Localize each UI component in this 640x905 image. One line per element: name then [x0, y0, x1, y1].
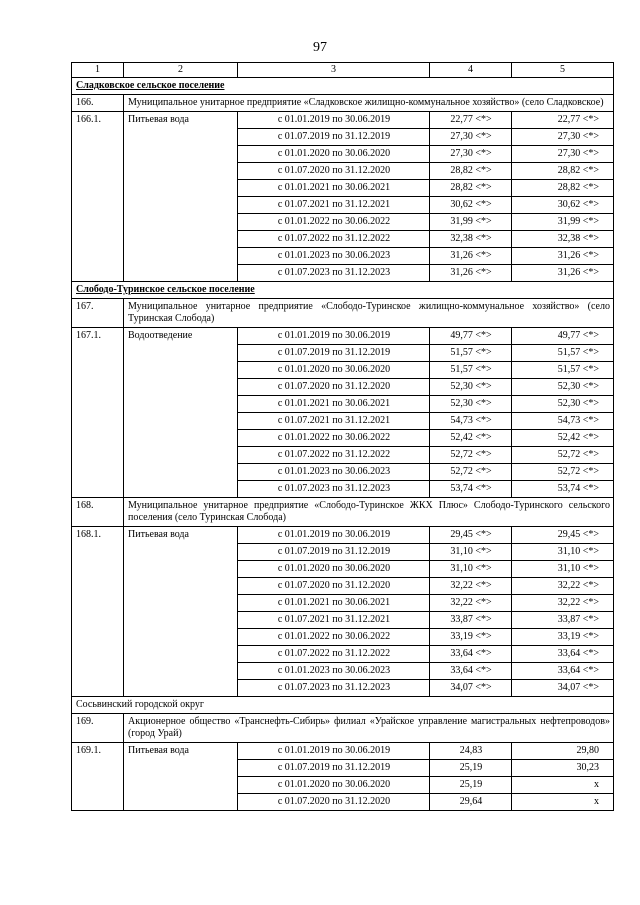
service-name: Питьевая вода: [124, 527, 238, 544]
section-title: Сосьвинский городской округ: [72, 697, 614, 714]
period-cell: с 01.01.2019 по 30.06.2019: [238, 328, 430, 345]
period-cell: с 01.01.2019 по 30.06.2019: [238, 112, 430, 129]
tariff-row: [72, 180, 614, 197]
tariff-value-vat-cell: 51,57 <*>: [512, 345, 614, 362]
service-code-cell: [72, 481, 124, 498]
period-cell: с 01.07.2023 по 31.12.2023: [238, 481, 430, 498]
tariff-value-cell: 49,77 <*>: [430, 328, 512, 345]
service-code-cell: [72, 760, 124, 777]
tariff-value-cell: 52,30 <*>: [430, 379, 512, 396]
service-name-cell: [124, 544, 238, 561]
tariff-row: [72, 248, 614, 265]
service-code-cell: [72, 561, 124, 578]
service-name-cell: [124, 612, 238, 629]
tariff-value-cell: 31,26 <*>: [430, 248, 512, 265]
tariff-value-cell: 32,22 <*>: [430, 578, 512, 595]
tariff-value-cell: 33,64 <*>: [430, 663, 512, 680]
service-name-cell: [124, 197, 238, 214]
service-name-cell: [124, 129, 238, 146]
organization-name: Муниципальное унитарное предприятие «Слободо-Туринское ЖКХ Плюс» Слободо-Туринского сельского поселения (село Туринская Слобода): [124, 498, 614, 527]
service-name-cell: [124, 146, 238, 163]
service-code-cell: [72, 680, 124, 697]
organization-number: 168.: [72, 498, 124, 527]
section-title: Сладковское сельское поселение: [72, 78, 614, 95]
service-code-cell: [72, 430, 124, 447]
service-name-cell: [124, 680, 238, 697]
service-name-cell: [124, 379, 238, 396]
service-code-cell: [72, 248, 124, 265]
service-name-cell: [124, 362, 238, 379]
tariff-value-cell: 51,57 <*>: [430, 362, 512, 379]
tariff-value-vat-cell: 30,62 <*>: [512, 197, 614, 214]
service-name-cell: [124, 447, 238, 464]
tariff-row: [72, 447, 614, 464]
service-code-cell: [72, 646, 124, 663]
period-cell: с 01.01.2019 по 30.06.2019: [238, 743, 430, 760]
tariff-value-vat-cell: 32,22 <*>: [512, 578, 614, 595]
column-header: 4: [430, 63, 512, 78]
tariff-value-vat-cell: 51,57 <*>: [512, 362, 614, 379]
service-code-cell: [72, 129, 124, 146]
service-code-cell: [72, 146, 124, 163]
tariff-row: [72, 544, 614, 561]
tariff-value-cell: 53,74 <*>: [430, 481, 512, 498]
service-code-cell: [72, 362, 124, 379]
tariff-value-vat-cell: 28,82 <*>: [512, 163, 614, 180]
service-name-cell: [124, 646, 238, 663]
period-cell: с 01.07.2022 по 31.12.2022: [238, 231, 430, 248]
period-cell: с 01.01.2019 по 30.06.2019: [238, 527, 430, 544]
period-cell: с 01.07.2021 по 31.12.2021: [238, 197, 430, 214]
tariff-value-cell: 31,99 <*>: [430, 214, 512, 231]
period-cell: с 01.07.2019 по 31.12.2019: [238, 345, 430, 362]
service-code-cell: [72, 612, 124, 629]
section-row: [72, 78, 614, 95]
period-cell: с 01.07.2021 по 31.12.2021: [238, 413, 430, 430]
tariff-value-cell: 24,83: [430, 743, 512, 760]
tariff-value-cell: 33,87 <*>: [430, 612, 512, 629]
tariff-row: [72, 743, 614, 760]
service-code: 167.1.: [72, 328, 124, 345]
service-name-cell: [124, 214, 238, 231]
service-code-cell: [72, 345, 124, 362]
tariff-value-vat-cell: 33,64 <*>: [512, 663, 614, 680]
service-code-cell: [72, 214, 124, 231]
tariff-value-vat-cell: 32,22 <*>: [512, 595, 614, 612]
tariff-value-vat-cell: 22,77 <*>: [512, 112, 614, 129]
tariff-row: [72, 777, 614, 794]
tariff-value-cell: 52,42 <*>: [430, 430, 512, 447]
service-code-cell: [72, 464, 124, 481]
period-cell: с 01.07.2019 по 31.12.2019: [238, 129, 430, 146]
tariff-row: [72, 379, 614, 396]
service-name-cell: [124, 180, 238, 197]
tariff-value-cell: 31,26 <*>: [430, 265, 512, 282]
period-cell: с 01.01.2022 по 30.06.2022: [238, 214, 430, 231]
period-cell: с 01.07.2023 по 31.12.2023: [238, 680, 430, 697]
tariff-row: [72, 629, 614, 646]
service-name-cell: [124, 413, 238, 430]
service-name-cell: [124, 163, 238, 180]
tariff-value-cell: 27,30 <*>: [430, 146, 512, 163]
service-code-cell: [72, 413, 124, 430]
organization-row: [72, 299, 614, 328]
service-name-cell: [124, 265, 238, 282]
period-cell: с 01.01.2020 по 30.06.2020: [238, 362, 430, 379]
tariff-value-cell: 32,22 <*>: [430, 595, 512, 612]
service-code: 168.1.: [72, 527, 124, 544]
period-cell: с 01.07.2020 по 31.12.2020: [238, 578, 430, 595]
tariff-value-cell: 52,72 <*>: [430, 464, 512, 481]
service-code-cell: [72, 197, 124, 214]
tariff-row: [72, 413, 614, 430]
service-name: Водоотведение: [124, 328, 238, 345]
service-name-cell: [124, 663, 238, 680]
tariff-value-cell: 54,73 <*>: [430, 413, 512, 430]
tariff-value-vat-cell: 33,64 <*>: [512, 646, 614, 663]
service-name-cell: [124, 578, 238, 595]
table-header-row: [72, 63, 614, 78]
service-name-cell: [124, 248, 238, 265]
tariff-row: [72, 345, 614, 362]
tariff-row: [72, 680, 614, 697]
period-cell: с 01.07.2020 по 31.12.2020: [238, 163, 430, 180]
period-cell: с 01.07.2020 по 31.12.2020: [238, 794, 430, 811]
period-cell: с 01.01.2021 по 30.06.2021: [238, 180, 430, 197]
tariff-row: [72, 129, 614, 146]
tariff-value-vat-cell: 52,42 <*>: [512, 430, 614, 447]
tariff-value-vat-cell: 54,73 <*>: [512, 413, 614, 430]
service-code-cell: [72, 163, 124, 180]
tariff-row: [72, 646, 614, 663]
tariff-value-vat-cell: 27,30 <*>: [512, 146, 614, 163]
period-cell: с 01.01.2022 по 30.06.2022: [238, 629, 430, 646]
service-name-cell: [124, 396, 238, 413]
tariff-value-vat-cell: 29,80: [512, 743, 614, 760]
period-cell: с 01.01.2021 по 30.06.2021: [238, 595, 430, 612]
period-cell: с 01.01.2022 по 30.06.2022: [238, 430, 430, 447]
period-cell: с 01.01.2020 по 30.06.2020: [238, 146, 430, 163]
column-header: 2: [124, 63, 238, 78]
tariff-value-cell: 25,19: [430, 777, 512, 794]
tariff-value-vat-cell: 30,23: [512, 760, 614, 777]
tariff-row: [72, 595, 614, 612]
service-name-cell: [124, 777, 238, 794]
organization-name: Муниципальное унитарное предприятие «Сладковское жилищно-коммунальное хозяйство» (село Сладковское): [124, 95, 614, 112]
tariff-value-vat-cell: 52,30 <*>: [512, 379, 614, 396]
tariff-row: [72, 396, 614, 413]
tariff-value-cell: 51,57 <*>: [430, 345, 512, 362]
service-name: Питьевая вода: [124, 743, 238, 760]
tariff-value-vat-cell: 34,07 <*>: [512, 680, 614, 697]
column-header: 3: [238, 63, 430, 78]
tariff-value-vat-cell: 31,10 <*>: [512, 561, 614, 578]
tariff-row: [72, 527, 614, 544]
tariff-value-vat-cell: 32,38 <*>: [512, 231, 614, 248]
tariff-row: [72, 214, 614, 231]
tariff-value-cell: 29,64: [430, 794, 512, 811]
tariff-value-cell: 31,10 <*>: [430, 561, 512, 578]
page-number: 97: [313, 40, 327, 55]
tariff-row: [72, 561, 614, 578]
tariff-value-cell: 33,19 <*>: [430, 629, 512, 646]
organization-number: 166.: [72, 95, 124, 112]
section-row: [72, 697, 614, 714]
tariff-value-vat-cell: 31,26 <*>: [512, 265, 614, 282]
service-code-cell: [72, 231, 124, 248]
tariff-row: [72, 794, 614, 811]
service-name-cell: [124, 231, 238, 248]
service-name: Питьевая вода: [124, 112, 238, 129]
tariff-row: [72, 146, 614, 163]
tariff-value-cell: 52,72 <*>: [430, 447, 512, 464]
tariff-value-vat-cell: x: [512, 777, 614, 794]
organization-name: Муниципальное унитарное предприятие «Слободо-Туринское жилищно-коммунальное хозяйство» (село Туринская Слобода): [124, 299, 614, 328]
period-cell: с 01.07.2019 по 31.12.2019: [238, 544, 430, 561]
tariff-row: [72, 464, 614, 481]
service-code-cell: [72, 595, 124, 612]
organization-row: [72, 95, 614, 112]
tariff-row: [72, 112, 614, 129]
period-cell: с 01.01.2021 по 30.06.2021: [238, 396, 430, 413]
service-code-cell: [72, 265, 124, 282]
organization-number: 169.: [72, 714, 124, 743]
service-name-cell: [124, 345, 238, 362]
section-title: Слободо-Туринское сельское поселение: [72, 282, 614, 299]
organization-number: 167.: [72, 299, 124, 328]
period-cell: с 01.07.2023 по 31.12.2023: [238, 265, 430, 282]
service-code-cell: [72, 794, 124, 811]
service-name-cell: [124, 760, 238, 777]
period-cell: с 01.07.2022 по 31.12.2022: [238, 447, 430, 464]
tariff-value-cell: 28,82 <*>: [430, 163, 512, 180]
service-code-cell: [72, 578, 124, 595]
tariff-value-vat-cell: 52,72 <*>: [512, 447, 614, 464]
service-code-cell: [72, 447, 124, 464]
tariff-row: [72, 328, 614, 345]
column-header: 1: [72, 63, 124, 78]
service-name-cell: [124, 595, 238, 612]
tariff-row: [72, 231, 614, 248]
tariff-value-cell: 28,82 <*>: [430, 180, 512, 197]
service-name-cell: [124, 430, 238, 447]
tariff-value-vat-cell: 53,74 <*>: [512, 481, 614, 498]
tariff-row: [72, 578, 614, 595]
tariff-row: [72, 362, 614, 379]
tariff-value-vat-cell: 33,19 <*>: [512, 629, 614, 646]
service-name-cell: [124, 629, 238, 646]
section-row: [72, 282, 614, 299]
tariff-row: [72, 663, 614, 680]
organization-row: [72, 498, 614, 527]
column-header: 5: [512, 63, 614, 78]
tariff-row: [72, 481, 614, 498]
tariff-value-cell: 30,62 <*>: [430, 197, 512, 214]
tariff-value-vat-cell: 52,72 <*>: [512, 464, 614, 481]
service-code-cell: [72, 396, 124, 413]
service-code-cell: [72, 777, 124, 794]
tariff-value-vat-cell: 52,30 <*>: [512, 396, 614, 413]
tariff-value-vat-cell: 33,87 <*>: [512, 612, 614, 629]
tariff-value-vat-cell: 28,82 <*>: [512, 180, 614, 197]
period-cell: с 01.01.2023 по 30.06.2023: [238, 663, 430, 680]
tariff-value-cell: 31,10 <*>: [430, 544, 512, 561]
tariff-row: [72, 612, 614, 629]
service-name-cell: [124, 464, 238, 481]
period-cell: с 01.01.2020 по 30.06.2020: [238, 777, 430, 794]
period-cell: с 01.01.2023 по 30.06.2023: [238, 464, 430, 481]
organization-row: [72, 714, 614, 743]
service-name-cell: [124, 794, 238, 811]
tariff-row: [72, 163, 614, 180]
tariff-value-cell: 29,45 <*>: [430, 527, 512, 544]
service-code-cell: [72, 379, 124, 396]
period-cell: с 01.07.2020 по 31.12.2020: [238, 379, 430, 396]
tariff-value-cell: 32,38 <*>: [430, 231, 512, 248]
tariff-value-vat-cell: 31,10 <*>: [512, 544, 614, 561]
service-code: 166.1.: [72, 112, 124, 129]
service-code: 169.1.: [72, 743, 124, 760]
tariff-value-vat-cell: 49,77 <*>: [512, 328, 614, 345]
period-cell: с 01.07.2021 по 31.12.2021: [238, 612, 430, 629]
period-cell: с 01.07.2022 по 31.12.2022: [238, 646, 430, 663]
tariff-row: [72, 265, 614, 282]
tariff-row: [72, 430, 614, 447]
tariff-row: [72, 760, 614, 777]
tariff-value-cell: 27,30 <*>: [430, 129, 512, 146]
service-code-cell: [72, 629, 124, 646]
organization-name: Акционерное общество «Транснефть-Сибирь» филиал «Урайское управление магистральных нефтепроводов» (город Урай): [124, 714, 614, 743]
tariff-value-vat-cell: 27,30 <*>: [512, 129, 614, 146]
period-cell: с 01.01.2023 по 30.06.2023: [238, 248, 430, 265]
tariff-row: [72, 197, 614, 214]
tariff-value-vat-cell: x: [512, 794, 614, 811]
service-code-cell: [72, 180, 124, 197]
tariff-table: [71, 62, 614, 811]
tariff-value-cell: 25,19: [430, 760, 512, 777]
tariff-value-cell: 52,30 <*>: [430, 396, 512, 413]
period-cell: с 01.07.2019 по 31.12.2019: [238, 760, 430, 777]
tariff-value-cell: 22,77 <*>: [430, 112, 512, 129]
service-name-cell: [124, 561, 238, 578]
period-cell: с 01.01.2020 по 30.06.2020: [238, 561, 430, 578]
service-code-cell: [72, 663, 124, 680]
tariff-value-cell: 34,07 <*>: [430, 680, 512, 697]
tariff-value-vat-cell: 31,26 <*>: [512, 248, 614, 265]
service-code-cell: [72, 544, 124, 561]
tariff-value-vat-cell: 29,45 <*>: [512, 527, 614, 544]
tariff-value-vat-cell: 31,99 <*>: [512, 214, 614, 231]
service-name-cell: [124, 481, 238, 498]
tariff-value-cell: 33,64 <*>: [430, 646, 512, 663]
